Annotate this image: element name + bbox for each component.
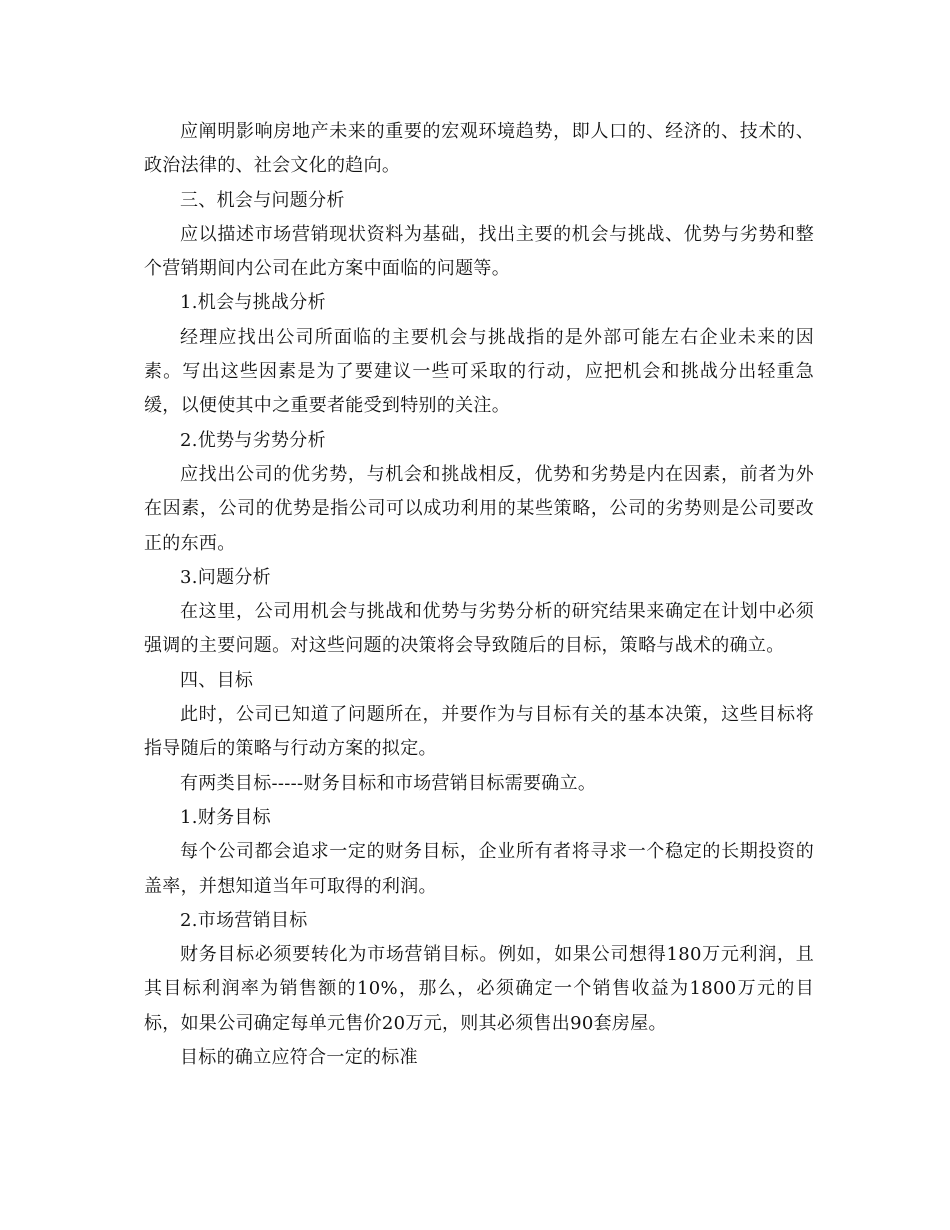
subheading-marketing-goals: 2.市场营销目标 xyxy=(180,909,308,931)
paragraph-goal-types: 有两类目标-----财务目标和市场营销目标需要确立。 xyxy=(180,772,597,794)
heading-opportunity-problem-analysis: 三、机会与问题分析 xyxy=(180,189,345,211)
paragraph-analysis-basis: 应以描述市场营销现状资料为基础，找出主要的机会与挑战、优势与劣势和整个营销期间内公司在此方案中面临的问题等。 xyxy=(144,223,814,280)
paragraph-strength-weakness: 应找出公司的优劣势，与机会和挑战相反，优势和劣势是内在因素，前者为外在因素，公司的优势是指公司可以成功利用的某些策略，公司的劣势则是公司要改正的东西。 xyxy=(144,463,814,554)
paragraph-marketing-goals: 财务目标必须要转化为市场营销目标。例如，如果公司想得180万元利润，且其目标利润率为销售额的10%，那么，必须确定一个销售收益为1800万元的目标，如果公司确定每单元售价20万元，则其必须售出90套房屋。 xyxy=(144,944,814,1034)
paragraph-goals-intro: 此时，公司已知道了问题所在，并要作为与目标有关的基本决策，这些目标将指导随后的策略与行动方案的拟定。 xyxy=(144,704,814,760)
subheading-problem-analysis: 3.问题分析 xyxy=(180,566,271,588)
heading-goals: 四、目标 xyxy=(180,669,254,691)
document-body xyxy=(144,115,814,1075)
paragraph-financial-goals: 每个公司都会追求一定的财务目标，企业所有者将寻求一个稳定的长期投资的盖率，并想知道当年可取得的利润。 xyxy=(144,841,814,897)
paragraph-goal-standards: 目标的确立应符合一定的标准 xyxy=(180,1047,418,1069)
paragraph-problem-analysis: 在这里，公司用机会与挑战和优势与劣势分析的研究结果来确定在计划中必须强调的主要问题。对这些问题的决策将会导致随后的目标，策略与战术的确立。 xyxy=(144,601,814,657)
paragraph-macro-environment: 应阐明影响房地产未来的重要的宏观环境趋势，即人口的、经济的、技术的、政治法律的、社会文化的趋向。 xyxy=(144,121,814,177)
subheading-financial-goals: 1.财务目标 xyxy=(180,806,271,828)
subheading-strength-weakness: 2.优势与劣势分析 xyxy=(180,429,326,451)
subheading-opportunity-challenge: 1.机会与挑战分析 xyxy=(180,292,326,314)
paragraph-opportunity-challenge: 经理应找出公司所面临的主要机会与挑战指的是外部可能左右企业未来的因素。写出这些因素是为了要建议一些可采取的行动，应把机会和挑战分出轻重急缓，以便使其中之重要者能受到特别的关注。 xyxy=(144,326,814,417)
